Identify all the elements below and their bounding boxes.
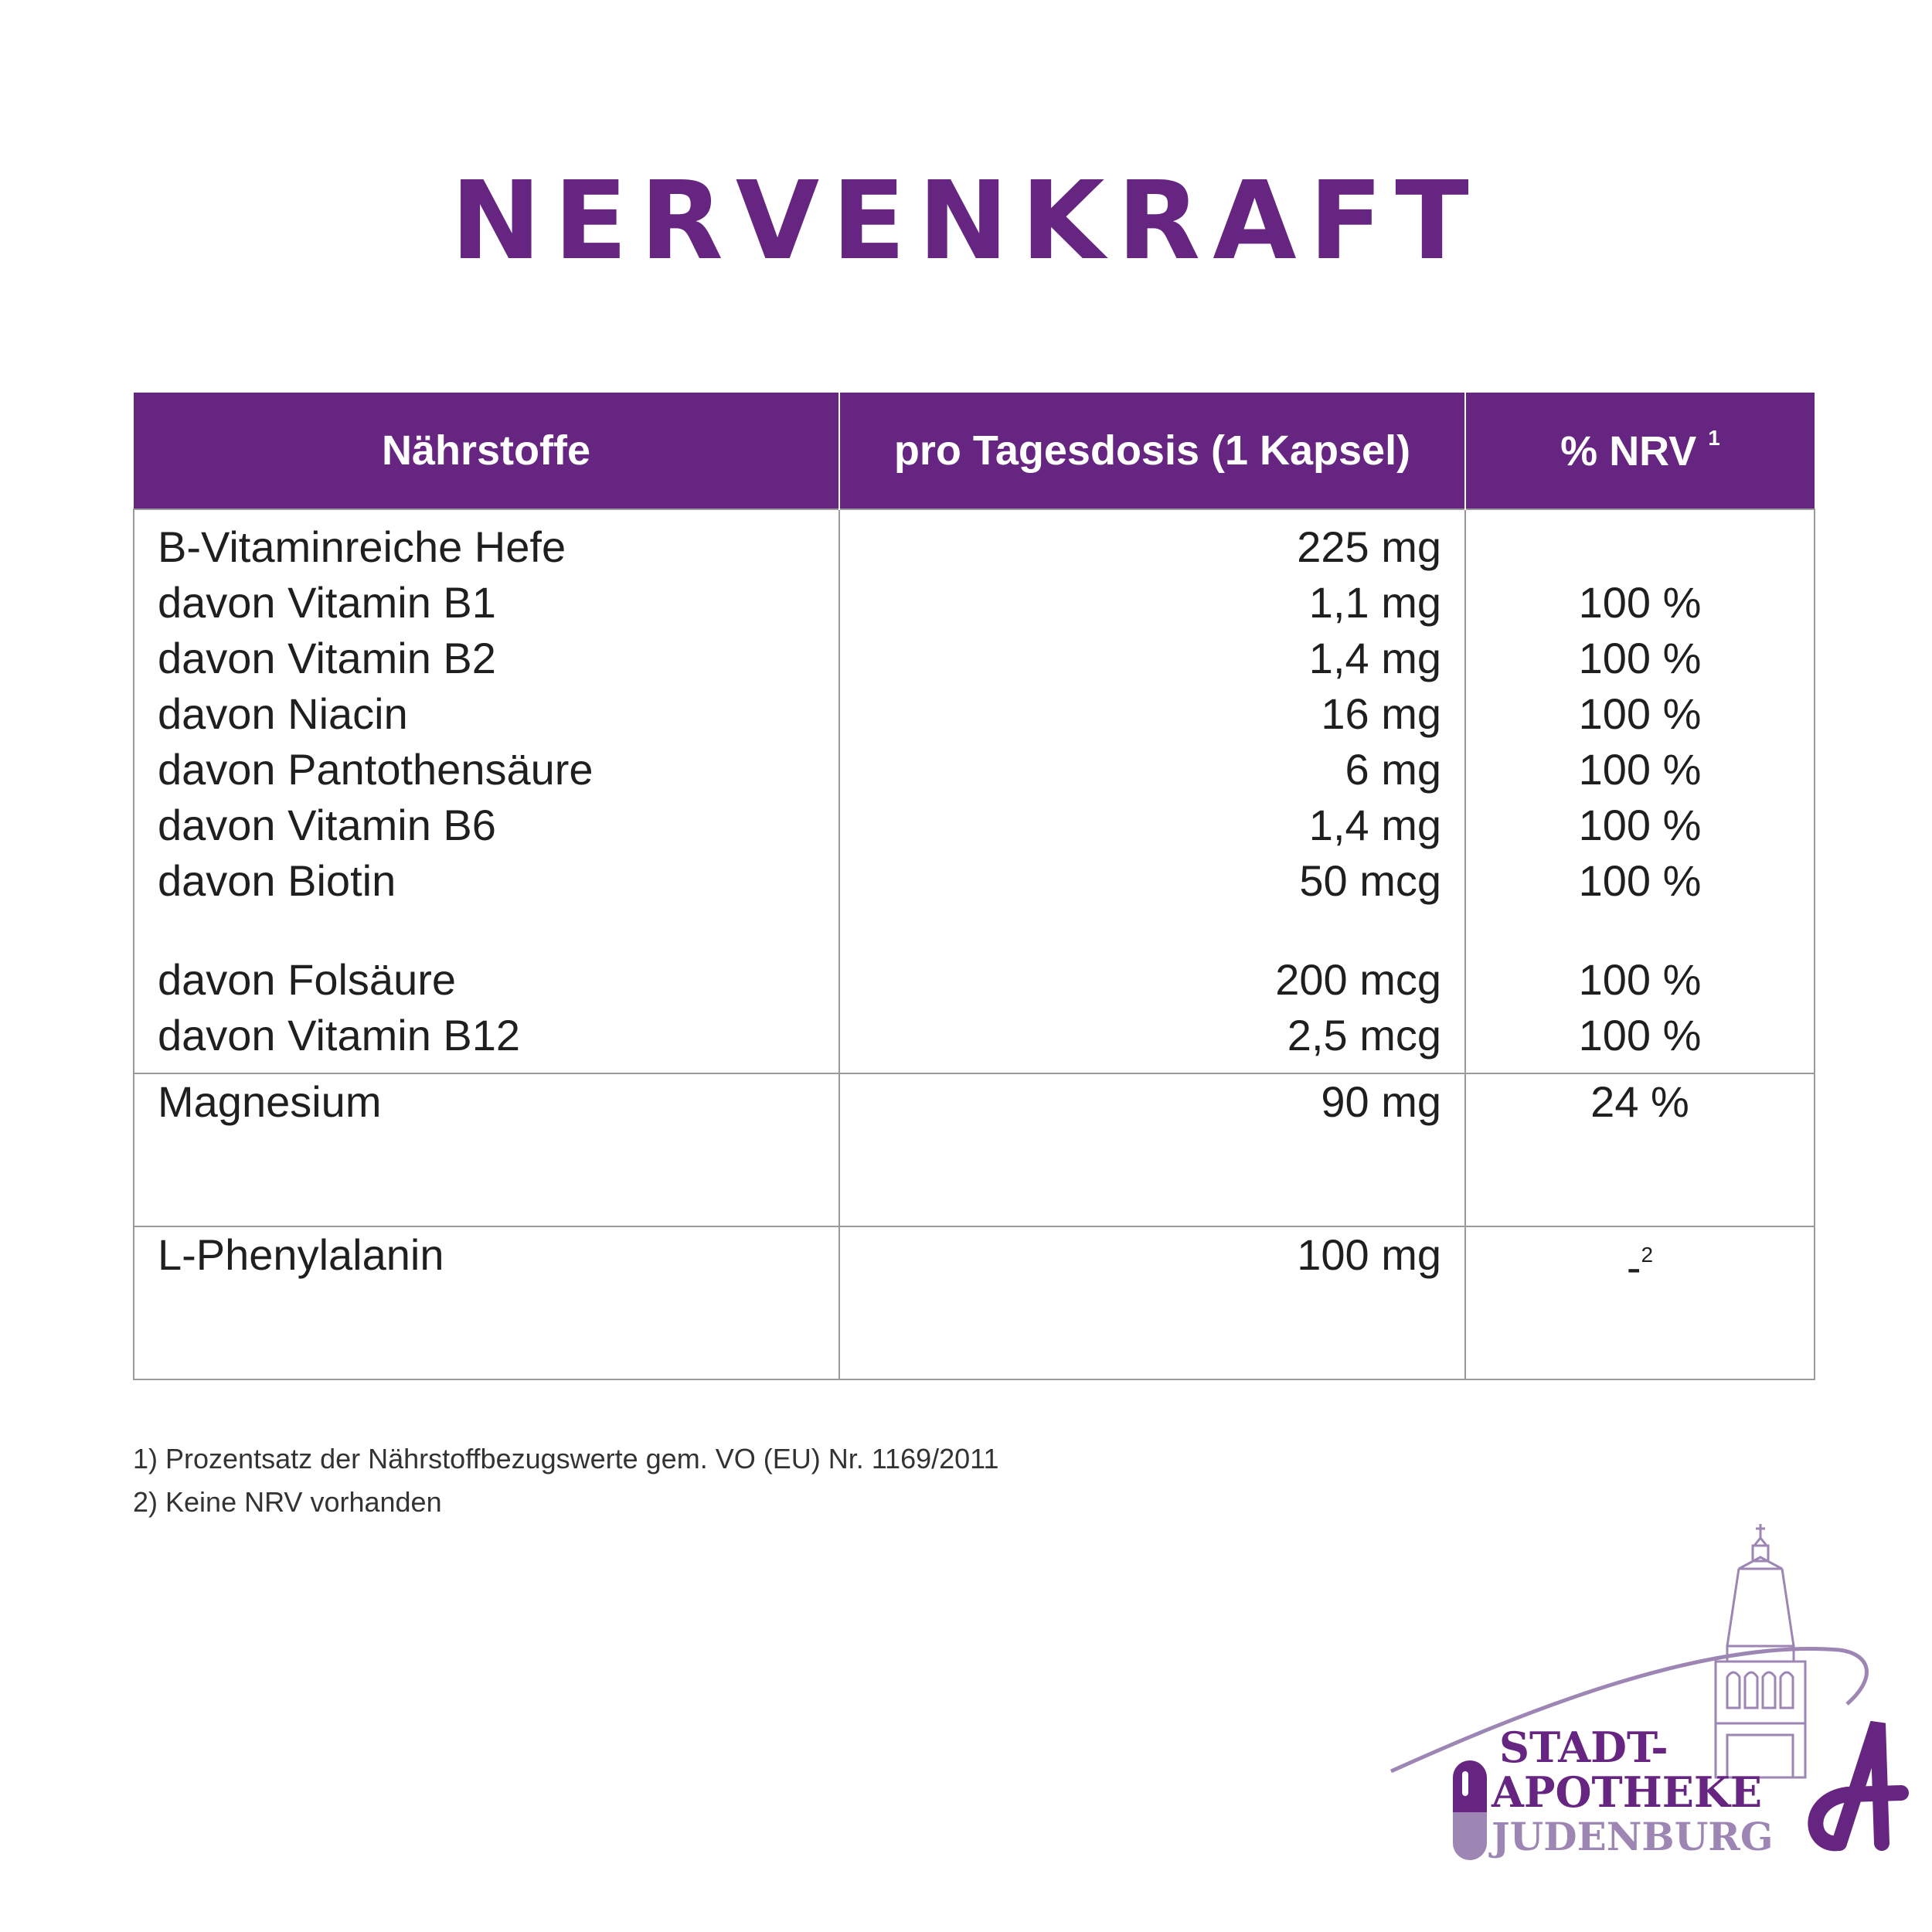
- nutrient-nrv: 100 %: [1578, 856, 1702, 905]
- nutrient-amount: 1,1 mg: [1308, 578, 1441, 627]
- nutrient-amount: 50 mcg: [1299, 856, 1441, 905]
- footnotes: [133, 1437, 999, 1524]
- phenylalanin-name: [134, 1226, 839, 1379]
- nutrient-name: davon Vitamin B12: [158, 1011, 521, 1060]
- header-nrv: [1465, 393, 1815, 509]
- nutrient-nrv: [1466, 1227, 1814, 1295]
- magnesium-nrv: [1465, 1073, 1815, 1226]
- table-row-magnesium: [134, 1073, 1815, 1226]
- header-tagesdosis: pro Tagesdosis (1 Kapsel): [839, 393, 1465, 509]
- nutrient-name: B-Vitaminreiche Hefe: [158, 522, 566, 571]
- nrv-footnote-mark: 2: [1641, 1243, 1654, 1267]
- table-header-row: [134, 393, 1815, 509]
- nutrient-name: L-Phenylalanin: [158, 1230, 444, 1279]
- footnote-2: 2) Keine NRV vorhanden: [133, 1486, 442, 1518]
- nutrient-amount: 1,4 mg: [1308, 801, 1441, 849]
- phenylalanin-amount: [839, 1226, 1465, 1379]
- nutrient-nrv: 100 %: [1578, 1011, 1702, 1060]
- capsule-icon: [1453, 1760, 1487, 1860]
- nutrient-nrv: [1466, 519, 1814, 575]
- table-row-b-vitamins: [134, 509, 1815, 1073]
- nutrient-amount: 100 mg: [1297, 1230, 1441, 1279]
- nutrient-amount: 225 mg: [1297, 522, 1441, 571]
- nutrient-nrv: 100 %: [1578, 801, 1702, 849]
- header-naehrstoffe: Nährstoffe: [134, 393, 839, 509]
- nutrient-amount: 1,4 mg: [1308, 634, 1441, 682]
- b-vitamins-nrv: [1465, 509, 1815, 1073]
- nutrient-nrv: 100 %: [1578, 689, 1702, 738]
- nutrient-name: davon Vitamin B1: [158, 578, 496, 627]
- footnote-1: 1) Prozentsatz der Nährstoffbezugswerte gem. VO (EU) Nr. 1169/2011: [133, 1443, 999, 1475]
- header-nrv-footnote-mark: 1: [1708, 426, 1720, 450]
- nutrient-amount: 2,5 mcg: [1287, 1011, 1441, 1060]
- nutrient-name: davon Niacin: [158, 689, 408, 738]
- nutrient-name: davon Pantothensäure: [158, 745, 594, 794]
- nutrient-name: davon Biotin: [158, 856, 396, 905]
- page-title: NERVENKRAFT: [451, 158, 1481, 284]
- table-row-phenylalanin: [134, 1226, 1815, 1379]
- logo-text-stadt: STADT-: [1499, 1723, 1668, 1772]
- nutrient-nrv: 100 %: [1578, 578, 1702, 627]
- nutrient-nrv: 100 %: [1578, 955, 1702, 1004]
- nutrient-name: davon Vitamin B6: [158, 801, 496, 849]
- nutrient-amount: 200 mcg: [1275, 955, 1441, 1004]
- nutrient-name: Magnesium: [158, 1077, 382, 1126]
- b-vitamins-names: [134, 509, 839, 1073]
- nutrient-nrv: 100 %: [1578, 634, 1702, 682]
- b-vitamins-amounts: [839, 509, 1465, 1073]
- nutrient-nrv: 100 %: [1578, 745, 1702, 794]
- nrv-dash: -: [1626, 1243, 1641, 1291]
- nutrient-amount: 6 mg: [1345, 745, 1441, 794]
- magnesium-name: [134, 1073, 839, 1226]
- nutrient-name: davon Vitamin B2: [158, 634, 496, 682]
- logo-text-apotheke: APOTHEKE: [1492, 1767, 1762, 1817]
- nutrient-name: davon Folsäure: [158, 955, 457, 1004]
- header-nrv-label: % NRV: [1560, 428, 1697, 474]
- nutrition-table: [133, 393, 1815, 1380]
- nutrient-amount: 90 mg: [1321, 1077, 1441, 1126]
- magnesium-amount: [839, 1073, 1465, 1226]
- nutrient-amount: 16 mg: [1321, 689, 1441, 738]
- phenylalanin-nrv: [1465, 1226, 1815, 1379]
- nutrient-nrv: 24 %: [1590, 1077, 1689, 1126]
- apotheke-a-icon: [1815, 1723, 1901, 1843]
- logo-text-judenburg: JUDENBURG: [1492, 1814, 1774, 1859]
- stadt-apotheke-logo: [1376, 1522, 1909, 1862]
